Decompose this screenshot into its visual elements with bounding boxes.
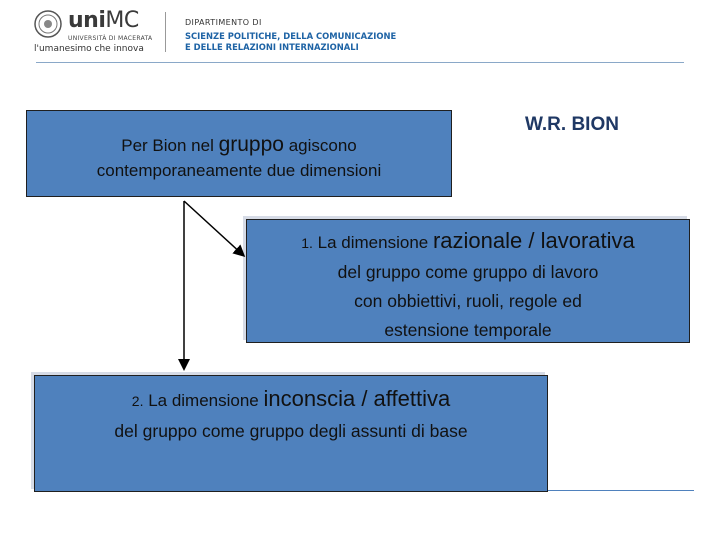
rational-dimension-line3: estensione temporale: [384, 320, 552, 340]
intro-box: [26, 110, 452, 197]
unconscious-dimension-line1: del gruppo come gruppo degli assunti di base: [114, 421, 468, 441]
rational-dimension-line2: con obbiettivi, ruoli, regole ed: [354, 291, 582, 311]
department-label: DIPARTIMENTO DI: [185, 18, 262, 27]
unconscious-dimension-heading: 2. La dimensione inconscia / affettiva: [131, 386, 451, 411]
slide-title: W.R. BION: [525, 114, 619, 135]
department-name-line1: SCIENZE POLITICHE, DELLA COMUNICAZIONE: [185, 31, 397, 41]
logo-wordmark: uniMC: [68, 8, 139, 33]
unconscious-dimension-box: [34, 375, 548, 492]
rational-dimension-box: [246, 219, 690, 343]
university-logo: [34, 8, 164, 56]
footer-divider: [548, 490, 694, 491]
header-divider: [36, 62, 684, 63]
rational-dimension-line1: del gruppo come gruppo di lavoro: [337, 262, 599, 282]
arrow-to-rational: [184, 201, 243, 255]
logo-tagline: l'umanesimo che innova: [34, 44, 144, 54]
intro-line2: contemporaneamente due dimensioni: [96, 161, 382, 180]
department-name-line2: E DELLE RELAZIONI INTERNAZIONALI: [185, 42, 359, 52]
logo-subtitle: UNIVERSITÀ DI MACERATA: [68, 35, 153, 42]
university-seal-icon: [34, 10, 62, 38]
intro-line1: Per Bion nel gruppo agiscono: [121, 133, 357, 156]
rational-dimension-heading: 1. La dimensione razionale / lavorativa: [301, 228, 635, 253]
header-separator: [165, 12, 166, 52]
